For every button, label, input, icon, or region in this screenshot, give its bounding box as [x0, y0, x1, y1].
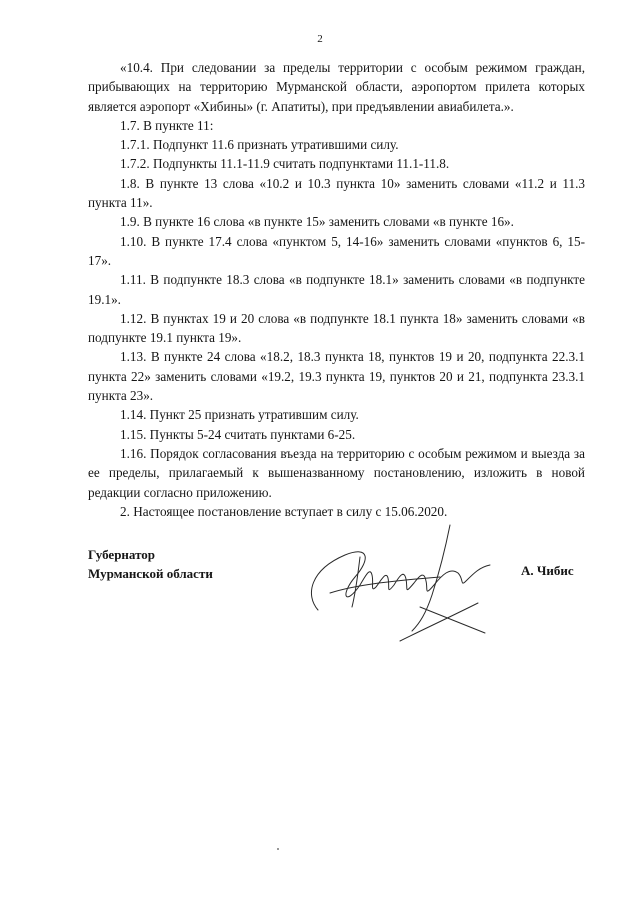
- paragraph-1-9: 1.9. В пункте 16 слова «в пункте 15» заменить словами «в пункте 16».: [120, 214, 514, 230]
- handwritten-signature: [300, 515, 500, 650]
- paragraph-2: 2. Настоящее постановление вступает в силу с 15.06.2020.: [120, 503, 448, 519]
- scan-speck: [277, 848, 279, 850]
- paragraph-10-4: «10.4. При следовании за пределы территории с особым режимом граждан, прибывающих на территорию Мурманской области, аэропортом прилета которых является аэропорт «Хибины» (г. Апатиты), при предъявлении авиабилета.».: [88, 60, 585, 114]
- paragraph-1-7-2: 1.7.2. Подпункты 11.1-11.9 считать подпунктами 11.1-11.8.: [120, 156, 450, 172]
- signatory-name: А. Чибис: [521, 563, 574, 578]
- paragraph-1-16: 1.16. Порядок согласования въезда на территорию с особым режимом и выезда за ее пределы, прилагаемый к вышеназванному постановлению, изложить в новой редакции согласно приложению.: [88, 445, 585, 500]
- paragraph-1-10: 1.10. В пункте 17.4 слова «пунктом 5, 14-16» заменить словами «пунктов 6, 15-17».: [88, 233, 585, 268]
- paragraph-1-7-1: 1.7.1. Подпункт 11.6 признать утратившими силу.: [120, 137, 399, 153]
- paragraph-1-12: 1.12. В пунктах 19 и 20 слова «в подпункте 18.1 пункта 18» заменить словами «в подпункте 19.1 пункта 19».: [88, 310, 585, 346]
- document-body: [88, 58, 585, 521]
- paragraph-1-13: 1.13. В пункте 24 слова «18.2, 18.3 пункта 18, пунктов 19 и 20, подпункта 22.3.1 пункта 22» заменить словами «19.2, 19.3 пункта 19, пунктов 20 и 21, подпункта 23.3.1 пункта 23».: [88, 349, 585, 404]
- signatory-title-line1: Губернатор: [88, 547, 156, 562]
- paragraph-1-11: 1.11. В подпункте 18.3 слова «в подпункте 18.1» заменить словами «в подпункте 19.1».: [88, 272, 585, 307]
- page-number: 2: [317, 33, 323, 45]
- paragraph-1-15: 1.15. Пункты 5-24 считать пунктами 6-25.: [120, 426, 356, 442]
- paragraph-1-7: 1.7. В пункте 11:: [120, 117, 214, 133]
- paragraph-1-14: 1.14. Пункт 25 признать утратившим силу.: [120, 407, 359, 423]
- paragraph-1-8: 1.8. В пункте 13 слова «10.2 и 10.3 пункта 10» заменить словами «11.2 и 11.3 пункта 11».: [88, 175, 585, 211]
- signatory-title-line2: Мурманской области: [88, 566, 213, 581]
- signatory-title: [88, 545, 213, 583]
